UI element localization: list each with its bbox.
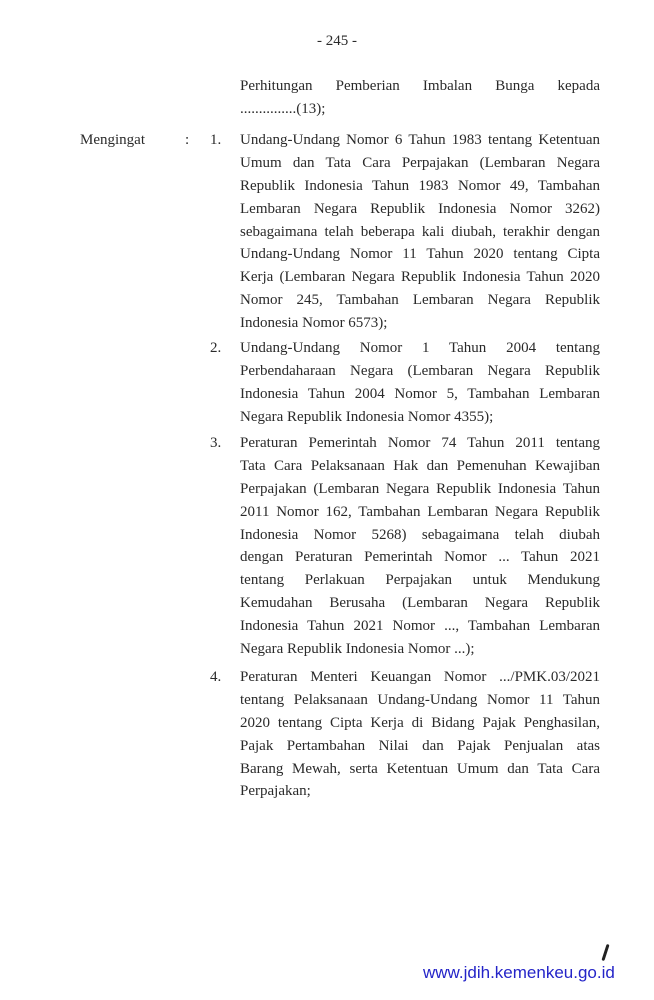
text-line: Nomor 245, Tambahan Lembaran Negara Republik (240, 292, 600, 309)
text-line: Indonesia Tahun 2021 Nomor ..., Tambahan Lembaran (240, 618, 600, 635)
text-line: Kerja (Lembaran Negara Republik Indonesia Tahun 2020 (240, 269, 600, 286)
text-line: Umum dan Tata Cara Perpajakan (Lembaran Negara (240, 154, 600, 171)
paraf-mark (601, 944, 609, 961)
continuation-text (240, 75, 600, 121)
text-line: Lembaran Negara Republik Indonesia Nomor 3262) (240, 200, 600, 217)
text-line: Indonesia Nomor 5268) sebagaimana telah diubah (240, 526, 600, 543)
footer-url[interactable]: www.jdih.kemenkeu.go.id (423, 963, 615, 982)
section-label: Mengingat (80, 132, 145, 148)
text-line: dengan Peraturan Pemerintah Nomor ... Tahun 2021 (240, 549, 600, 566)
list-item (240, 129, 600, 335)
text-line: ...............(13); (240, 100, 326, 117)
text-line: Undang-Undang Nomor 1 Tahun 2004 tentang (240, 340, 600, 356)
text-line: Negara Republik Indonesia Nomor ...); (240, 641, 475, 658)
text-line: Pajak Pertambahan Nilai dan Pajak Penjualan atas (240, 737, 600, 754)
item-number: 2. (210, 340, 222, 356)
item-number: 4. (210, 669, 222, 685)
item-number: 3. (210, 435, 222, 451)
page-number: - 245 - (317, 33, 357, 49)
list-item (240, 337, 600, 429)
text-line: Peraturan Pemerintah Nomor 74 Tahun 2011 tentang (240, 435, 600, 451)
list-item (240, 666, 600, 803)
text-line: Perpajakan (Lembaran Negara Republik Indonesia Tahun (240, 480, 600, 497)
text-line: 2011 Nomor 162, Tambahan Lembaran Negara Republik (240, 503, 600, 520)
text-line: Tata Cara Pelaksanaan Hak dan Pemenuhan Kewajiban (240, 457, 600, 474)
list-item (240, 432, 600, 661)
text-line: Peraturan Menteri Keuangan Nomor .../PMK.03/2021 (240, 669, 600, 685)
text-line: Perhitungan Pemberian Imbalan Bunga kepada (240, 78, 600, 94)
text-line: Barang Mewah, serta Ketentuan Umum dan Tata Cara (240, 760, 600, 777)
item-number: 1. (210, 132, 222, 148)
text-line: Undang-Undang Nomor 6 Tahun 1983 tentang Ketentuan (240, 132, 600, 148)
text-line: Republik Indonesia Tahun 1983 Nomor 49, Tambahan (240, 177, 600, 194)
text-line: Indonesia Tahun 2004 Nomor 5, Tambahan Lembaran (240, 385, 600, 402)
text-line: Kemudahan Berusaha (Lembaran Negara Republik (240, 595, 600, 612)
text-line: Perpajakan; (240, 783, 311, 800)
text-line: Undang-Undang Nomor 11 Tahun 2020 tentang Cipta (240, 246, 600, 263)
text-line: 2020 tentang Cipta Kerja di Bidang Pajak Penghasilan, (240, 714, 600, 731)
text-line: sebagaimana telah beberapa kali diubah, terakhir dengan (240, 223, 600, 240)
text-line: Negara Republik Indonesia Nomor 4355); (240, 408, 494, 425)
text-line: Perbendaharaan Negara (Lembaran Negara Republik (240, 362, 600, 379)
text-line: Indonesia Nomor 6573); (240, 315, 388, 332)
section-colon: : (185, 132, 190, 148)
text-line: tentang Pelaksanaan Undang-Undang Nomor 11 Tahun (240, 691, 600, 708)
text-line: tentang Perlakuan Perpajakan untuk Mendukung (240, 572, 600, 589)
